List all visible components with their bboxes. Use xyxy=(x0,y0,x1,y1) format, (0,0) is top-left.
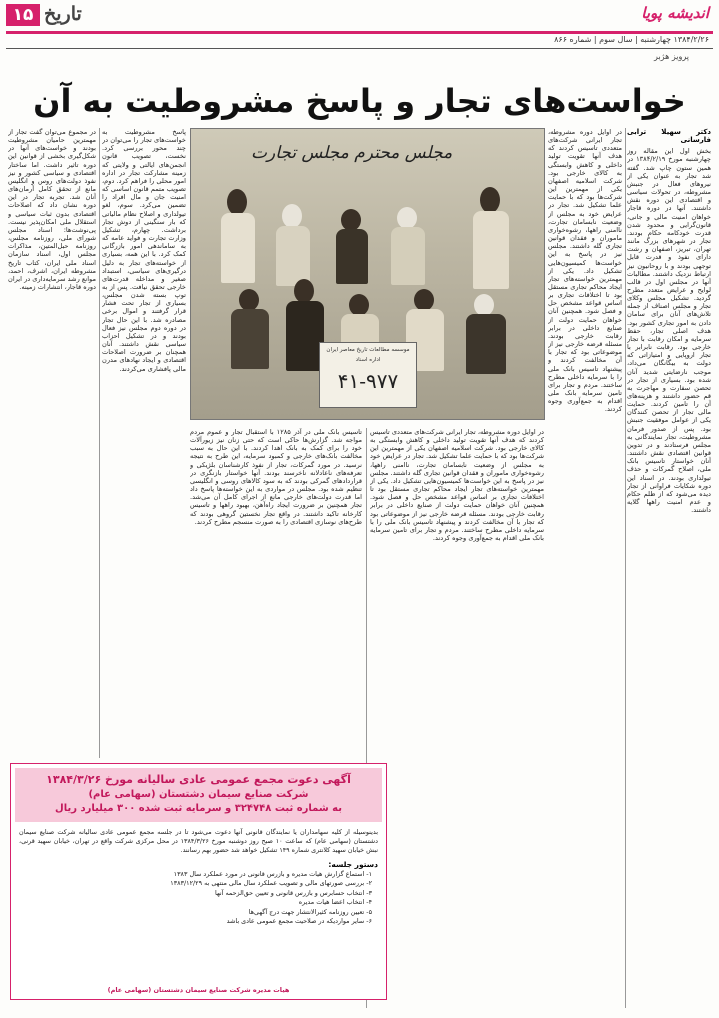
ad-agenda-item: ۵- تعیین روزنامه کثیرالانتشار جهت درج آگهی‌ها xyxy=(248,907,372,916)
newspaper-brand: اندیشه پویا xyxy=(641,4,709,22)
article-headline: خواست‌های تجار و پاسخ مشروطیت به آن xyxy=(33,82,686,120)
column-text: تاسیس بانک ملی در آذر ۱۲۸۵ با استقبال تجار و عموم مردم مواجه شد. گزارش‌ها حاکی است که حتی زنان نیز زیورآلات خود را برای کمک به بانک اهدا کردند. با این حال به سبب مخالفت بانک‌های خارجی و کمبود سرمایه، این طرح به نتیجه نرسید. در مورد گمرکات، تجار از نفوذ کارشناسان بلژیکی و تعرفه‌های ناعادلانه ناخرسند بودند. آنها خواستار بازنگری در قراردادهای گمرکی بودند که به سود کالاهای روسی و انگلیسی تنظیم شده بود. مجلس در مواردی به این خواسته‌ها پاسخ داد اما قدرت دولت‌های خارجی مانع از اجرای کامل آن می‌شد. تجار همچنین بر ضرورت ایجاد راه‌آهن، بهبود راهها و تاسیس کارخانه تاکید داشتند. در واقع تجار نخستین گروهی بودند که طرح‌های نوسازی اقتصادی را به صورت منسجم مطرح کردند. xyxy=(190,428,362,526)
article-column-1 xyxy=(627,128,711,1008)
ad-header xyxy=(15,768,382,822)
article-byline: دکتر سهیلا ترابی فارسانی xyxy=(627,128,711,145)
ad-agenda-item: ۴- انتخاب اعضا هیات مدیره xyxy=(298,898,372,907)
ad-agenda-item: ۲- بررسی صورتهای مالی و تصویب عملکرد سال مالی منتهی به ۱۳۸۳/۱۲/۲۹ xyxy=(170,879,372,888)
article-column-5 xyxy=(102,128,186,758)
photo-handwritten-caption: مجلس محترم مجلس تجارت xyxy=(251,143,453,163)
article-column-4 xyxy=(190,428,362,758)
column-text: در مجموع می‌توان گفت تجار از مهمترین حامیان مشروطیت بودند و خواست‌های آنها در شکل‌گیری بخشی از قوانین این دوره تاثیر داشت. اما ساختار اقتصادی و سیاسی کشور و نیز نفوذ دولت‌های روس و انگلیس مانع از تحقق کامل آرمان‌های آنان شد. تجربه تجار در این دوره نشان داد که اصلاحات اقتصادی بدون ثبات سیاسی و استقلال ملی امکان‌پذیر نیست. پی‌نوشت‌ها: اسناد مجلس شورای ملی، روزنامه مجلس، روزنامه حبل‌المتین، مذاکرات مجلس اول، اسناد سازمان اسناد ملی ایران، کتاب تاریخ مشروطه ایران، اشرف، احمد، موانع رشد سرمایه‌داری در ایران دوره قاجار، انتشارات زمینه. xyxy=(8,128,96,291)
ad-signature: هیات مدیره شرکت صنایع سیمان دشتستان (سهامی عام) xyxy=(107,986,290,994)
article-author: پرویز هژبر xyxy=(654,52,689,61)
ad-company: شرکت صنایع سیمان دشتستان (سهامی عام) xyxy=(88,789,309,800)
historical-photo xyxy=(190,128,545,420)
ad-agenda-item: ۱- استماع گزارش هیات مدیره و بازرس قانونی در مورد عملکرد سال ۱۳۸۳ xyxy=(173,870,372,878)
article-column-2 xyxy=(548,128,622,1008)
section-title: تاریخ xyxy=(44,3,82,25)
page-header xyxy=(0,0,719,44)
issue-info: ۱۳۸۴/۲/۲۶ چهارشنبه | سال سوم | شماره ۸۶۶ xyxy=(554,35,709,44)
article-column-3 xyxy=(370,428,544,1008)
column-text: پاسخ مشروطیت به خواست‌های تجار را می‌توان در چند محور بررسی کرد. نخست، تصویب قانون انجمن‌های ایالتی و ولایتی که زمینه مشارکت تجار در اداره امور محلی را فراهم کرد. دوم، تصویب متمم قانون اساسی که امنیت جان و مال افراد را تضمین می‌کرد. سوم، لغو تیولداری و اصلاح نظام مالیاتی که بار سنگینی از دوش تجار برداشت. چهارم، تشکیل وزارت تجارت و فواید عامه که به ساماندهی امور بازرگانی کمک کرد. با این همه، بسیاری از خواسته‌های تجار به دلیل درگیری‌های سیاسی، استبداد صغیر و مداخله قدرت‌های خارجی تحقق نیافت. پس از به توپ بسته شدن مجلس، بسیاری از تجار تحت فشار قرار گرفتند و اموال برخی مصادره شد. با این حال تجار در دوره دوم مجلس نیز فعال بودند و در تشکیل احزاب سیاسی نقش داشتند. آنان همچنان بر ضرورت اصلاحات اقتصادی و ایجاد نهادهای مدرن مالی پافشاری می‌کردند. xyxy=(102,128,186,373)
archive-stamp: موسسه مطالعات تاریخ معاصر ایران اداره اسناد ۴۱-۹۷۷ xyxy=(319,342,417,408)
column-text: بخش اول این مقاله روز چهارشنبه مورخ ۱۳۸۴/۲/۱۹ در همین ستون چاپ شد. گفته شد تجار به عنوان یکی از نیروهای فعال در جنبش مشروطه، در تحولات سیاسی و اقتصادی این دوره نقش داشتند. آنها در دوره قاجار خواهان امنیت مالی و جانی، قانون‌گرایی و محدود شدن قدرت خودکامه حکام بودند. تجار در شهرهای بزرگ مانند تهران، تبریز، اصفهان و رشت دارای نفوذ و قدرت قابل توجهی بودند و با روحانیون نیز ارتباط نزدیک داشتند. مطالبات آنها در مجلس اول در قالب لوایح و عرایض متعدد مطرح گردید. تشکیل مجلس وکلای تجار و مجلس اصناف از جمله تلاش‌های آنان برای سامان دادن به امور تجاری کشور بود. هدف اصلی تجار، حفظ سرمایه و امکان رقابت با تجار خارجی بود. رقابت نابرابر با تجار اروپایی و امتیازاتی که دولت به بیگانگان می‌داد، موجب نارضایتی شدید آنان شده بود. بسیاری از تجار در تحصن سفارت و مهاجرت به قم حضور داشتند و هزینه‌های آن را تامین کردند. حمایت مالی تجار از تحصن کنندگان یکی از عوامل موفقیت جنبش بود. پس از صدور فرمان مشروطیت، تجار نمایندگانی به مجلس فرستادند و در تدوین قوانین اقتصادی نقش داشتند. آنان خواستار تاسیس بانک ملی، اصلاح گمرکات و حذف تیولداری بودند. در اسناد این دوره شکایات فراوانی از تجار دیده می‌شود که از ظلم حکام و عدم امنیت راهها گلایه داشتند. xyxy=(627,147,711,515)
header-rule xyxy=(6,31,713,34)
ad-body-text: بدینوسیله از کلیه سهامداران یا نمایندگان قانونی آنها دعوت می‌شود تا در جلسه مجمع عمومی عادی سالیانه شرکت صنایع سیمان دشتستان (سهامی عام) که ساعت ۱۰ صبح روز دوشنبه مورخ ۱۳۸۴/۳/۲۶ در محل مرکزی شرکت واقع در تهران، خیابان سهید قرنی، نبش خیابان سهید کلانتری شماره ۱۴۹ تشکیل خواهد شد حضور بهم رسانند. xyxy=(19,828,378,854)
ad-agenda-item: ۳- انتخاب حسابرس و بازرس قانونی و تعیین حق‌الزحمه آنها xyxy=(215,888,372,897)
article-column-6 xyxy=(8,128,96,758)
ad-title: آگهی دعوت مجمع عمومی عادی سالیانه مورخ ۱۳۸۴/۳/۲۶ xyxy=(46,773,351,786)
ad-agenda-item: ۶- سایر مواردیکه در صلاحیت مجمع عمومی عادی باشد xyxy=(226,917,372,926)
ad-registration: به شماره ثبت ۳۲۴۷۴۸ و سرمایه ثبت شده ۳۰۰ میلیارد ریال xyxy=(55,803,342,814)
column-divider xyxy=(625,128,626,1008)
column-text: در اوایل دوره مشروطه، تجار ایرانی شرکت‌های متعددی تاسیس کردند که هدف آنها تقویت تولید داخلی و کاهش وابستگی به کالای خارجی بود. شرکت اسلامیه اصفهان یکی از مهمترین این شرکت‌ها بود که با حمایت علما تشکیل شد. تجار در عرایض خود به مجلس از وضعیت نابسامان تجارت، ناامنی راهها، رشوه‌خواری ماموران و فقدان قوانین تجاری گله داشتند. مجلس نیز در پاسخ به این خواست‌ها کمیسیون‌هایی تشکیل داد. یکی از مهمترین خواسته‌های تجار ایجاد محاکم تجاری مستقل بود تا اختلافات تجاری بر اساس قواعد مشخص حل و فصل شود. همچنین آنان خواهان حمایت دولت از صنایع داخلی در برابر رقابت خارجی بودند. مسئله قرضه خارجی نیز از موضوعاتی بود که تجار با آن مخالفت کردند و پیشنهاد تاسیس بانک ملی را با سرمایه داخلی مطرح ساختند. مردم و تجار برای تامین سرمایه بانک ملی اقدام به جمع‌آوری وجوه کردند. xyxy=(370,428,544,543)
header-divider xyxy=(6,48,713,49)
advertisement-box xyxy=(10,763,387,1000)
ad-agenda-title: دستور جلسه: xyxy=(328,860,378,869)
page-number: ۱۵ xyxy=(6,4,40,26)
column-divider xyxy=(99,128,100,758)
column-text: در اوایل دوره مشروطه، تجار ایرانی شرکت‌های متعددی تاسیس کردند که هدف آنها تقویت تولید داخلی و کاهش وابستگی به کالای خارجی بود. شرکت اسلامیه اصفهان یکی از مهمترین این شرکت‌ها بود که با حمایت علما تشکیل شد. تجار در عرایض خود به مجلس از وضعیت نابسامان تجارت، ناامنی راهها، رشوه‌خواری ماموران و فقدان قوانین تجاری گله داشتند. مجلس نیز در پاسخ به این خواست‌ها کمیسیون‌هایی تشکیل داد. یکی از مهمترین خواسته‌های تجار ایجاد محاکم تجاری مستقل بود تا اختلافات تجاری بر اساس قواعد مشخص حل و فصل شود. همچنین آنان خواهان حمایت دولت از صنایع داخلی در برابر رقابت خارجی بودند. مسئله قرضه خارجی نیز از موضوعاتی بود که تجار با آن مخالفت کردند و پیشنهاد تاسیس بانک ملی را با سرمایه داخلی مطرح ساختند. مردم و تجار برای تامین سرمایه بانک ملی اقدام به جمع‌آوری وجوه کردند. xyxy=(548,128,622,414)
